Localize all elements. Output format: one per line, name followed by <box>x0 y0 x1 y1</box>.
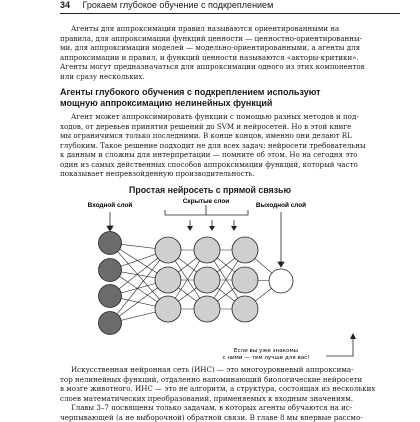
arrowhead <box>209 226 215 231</box>
hidden-node <box>194 237 220 263</box>
page-number: 34 <box>60 0 71 10</box>
input-node <box>99 285 122 308</box>
text-line: в мозге животного. ИНС — это не алгоритм, а структура, состоящая из нескольких <box>60 384 376 394</box>
running-title: Грокаем глубокое обучение с подкреплением <box>82 0 274 10</box>
hidden-node <box>194 267 220 293</box>
text-line: или сразу нескольких. <box>60 71 145 81</box>
callout-arrow <box>326 338 353 356</box>
text-line: аппроксимации и правил, и функций ценности называются «акторы-критики». <box>60 52 359 62</box>
hidden-node <box>232 267 258 293</box>
hidden-node <box>155 267 181 293</box>
input-layer-label: Входной слой <box>87 202 133 209</box>
hidden-node <box>155 296 181 322</box>
output-arrow <box>278 212 284 267</box>
heading-line: мощную аппроксимацию нелинейных функций <box>60 98 273 108</box>
hidden-node <box>232 296 258 322</box>
text-line: к данным и сложны для интерпретации — помните об этом. Но на сегодня это <box>60 150 358 160</box>
text-line: Искусственная нейронная сеть (ИНС) — это многоуровневый аппроксима- <box>71 365 354 374</box>
output-node <box>269 269 293 293</box>
callout-line: с ними — тем лучше для вас! <box>222 355 310 361</box>
text-line: глубоким. Такое решение подходит не для всех задач: нейросети требовательны <box>60 140 366 150</box>
hidden-node <box>232 237 258 263</box>
text-line: Агент может аппроксимировать функции с помощью разных методов и под- <box>71 112 359 121</box>
hidden-layers-arrows <box>190 220 234 226</box>
text-line: Агенты для аппроксимации правил называются ориентированными на <box>71 24 340 33</box>
text-line: ходов, от деревьев принятия решений до SVM и нейросетей. Но в этой книге <box>60 121 352 131</box>
text-line: черпывающей (а не выборочной) обратной связи. В главе 8 мы впервые рассмо- <box>60 412 363 422</box>
input-node <box>99 312 122 335</box>
text-line: тор нелинейных функций, отдаленно напоминающий биологические нейросети <box>60 374 363 384</box>
text-line: один из самых действенных способов аппроксимации функций, который часто <box>60 159 358 169</box>
text-line: слоев математических преобразований, применяемых к входным значениям. <box>60 393 353 403</box>
text-line: Главы 3–7 посвящены только задачам, в которых агенты обучаются на ис- <box>71 403 353 413</box>
callout-line: Если вы уже знакомы <box>233 348 299 354</box>
paragraph-ann <box>60 365 398 422</box>
hidden-layers-bracket <box>165 205 248 215</box>
arrowhead <box>187 226 193 231</box>
arrowhead <box>350 333 356 339</box>
input-node <box>99 232 122 255</box>
network-nodes <box>99 232 294 335</box>
input-node <box>99 259 122 282</box>
text-line: правила, для аппроксимации функций ценности — ценностно-ориентированны- <box>60 33 363 43</box>
text-line: ми, для аппроксимации моделей — модельно-ориентированными, а агенты для <box>60 43 361 53</box>
input-arrow <box>107 212 113 231</box>
hidden-node <box>155 237 181 263</box>
text-line: Агенты могут предназначаться для аппроксимации одного из этих компонентов <box>60 62 365 72</box>
text-line: мы ограничимся только последними. В конце концов, именно они делают RL <box>60 131 352 141</box>
heading-line: Агенты глубокого обучения с подкреплением используют <box>60 87 321 97</box>
arrowhead <box>231 226 237 231</box>
text-line: показывает непревзойденную производительность. <box>60 169 255 179</box>
hidden-node <box>194 296 220 322</box>
output-layer-label: Выходной слой <box>255 202 307 209</box>
hidden-layers-label: Скрытые слои <box>182 198 230 205</box>
figure-title: Простая нейросеть с прямой связью <box>129 185 291 195</box>
